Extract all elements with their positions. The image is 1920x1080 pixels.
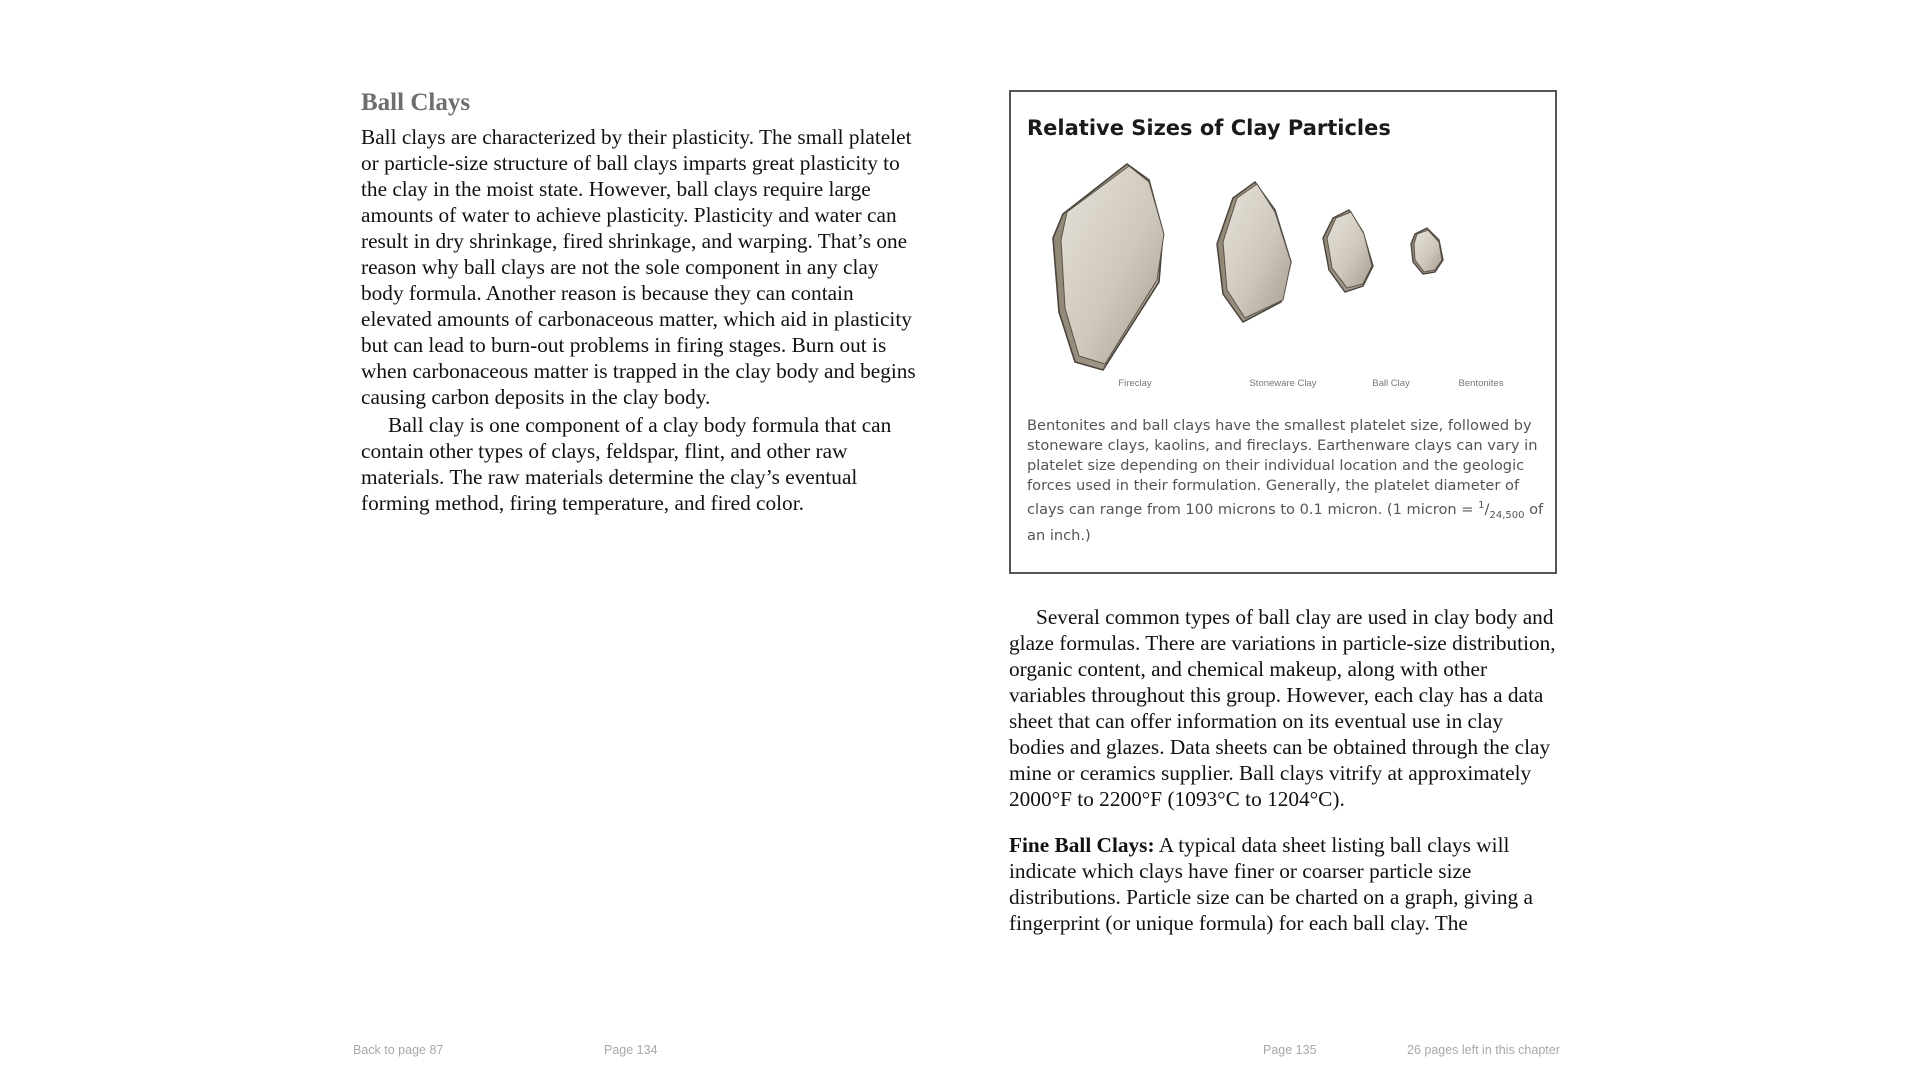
right-text-block: [1009, 604, 1561, 936]
caption-fraction-denominator: 24,500: [1489, 509, 1525, 521]
section-heading: Ball Clays: [361, 89, 471, 116]
left-paragraph-1: Ball clays are characterized by their plasticity. The small platelet or particle-size structure of ball clays imparts great plasticity to the clay in the moist state. However, ball clays require large amounts of water to achieve plasticity. Plasticity and water can result in dry shrinkage, fired shrinkage, and warping. That’s one reason why ball clays are not the sole component in any clay body formula. Another reason is because they can contain elevated amounts of carbonaceous matter, which aid in plasticity but can lead to burn-out problems in firing stages. Burn out is when carbonaceous matter is trapped in the clay body and begins causing carbon deposits in the clay body.: [361, 125, 916, 409]
right-paragraph-2: [1009, 832, 1561, 936]
fine-ball-clays-heading: Fine Ball Clays:: [1009, 833, 1155, 857]
stoneware-clay-label: Stoneware Clay: [1249, 378, 1317, 389]
caption-end: of an inch.): [1027, 500, 1544, 544]
left-page: [361, 88, 921, 516]
fireclay-particle: [1053, 164, 1164, 370]
caption-fraction-numerator: 1: [1478, 500, 1485, 511]
clay-particles-illustration: [1011, 162, 1559, 422]
left-paragraph-2: Ball clay is one component of a clay body formula that can contain other types of clays, feldspar, flint, and other raw materials. The raw materials determine the clay’s eventual forming method, firing temperature, and fired color.: [361, 413, 892, 515]
page-number-right: Page 135: [1263, 1043, 1317, 1057]
bentonites-label: Bentonites: [1458, 378, 1504, 389]
fireclay-label: Fireclay: [1118, 378, 1152, 389]
ball-clay-label: Ball Clay: [1372, 378, 1410, 389]
clay-particles-figure: [1009, 90, 1557, 574]
figure-title: Relative Sizes of Clay Particles: [1027, 116, 1391, 140]
right-paragraph-1: Several common types of ball clay are used in clay body and glaze formulas. There are variations in particle-size distribution, organic content, and chemical makeup, along with other variables throughout this group. However, each clay has a data sheet that can offer information on its eventual use in clay bodies and glazes. Data sheets can be obtained through the clay mine or ceramics supplier. Ball clays vitrify at approximately 2000°F to 2200°F (1093°C to 1204°C).: [1009, 605, 1556, 811]
caption-text: Bentonites and ball clays have the smallest platelet size, followed by stoneware clays, kaolins, and fireclays. Earthenware clays can vary in platelet size depending on their individual location and the geologic forces used in their formulation. Generally, the platelet diameter of clays can range from 100 microns to 0.1 micron. (1 micron =: [1027, 417, 1538, 518]
stoneware-clay-particle: [1217, 182, 1291, 322]
back-to-page-link[interactable]: Back to page 87: [353, 1043, 444, 1057]
right-paragraph-2-text: A typical data sheet listing ball clays will indicate which clays have finer or coarser particle size distributions. Particle size can be charted on a graph, giving a fingerprint (or unique formula) for each ball clay. The: [1009, 833, 1533, 935]
right-page: [1009, 90, 1561, 936]
ball-clay-particle: [1323, 210, 1373, 292]
pages-left-in-chapter: 26 pages left in this chapter: [1407, 1043, 1560, 1057]
page-number-left: Page 134: [604, 1043, 658, 1057]
figure-caption: Bentonites and ball clays have the smallest platelet size, followed by stoneware clays, kaolins, and fireclays. Earthenware clays can vary in platelet size depending on their individual location and the geologic forces used in their formulation. Generally, the platelet diameter of clays can range from 100 microns to 0.1 micron. (1 micron = $^1/_{24,500}$ of an inch.): [1027, 417, 1544, 544]
bentonite-particle: [1411, 228, 1443, 274]
